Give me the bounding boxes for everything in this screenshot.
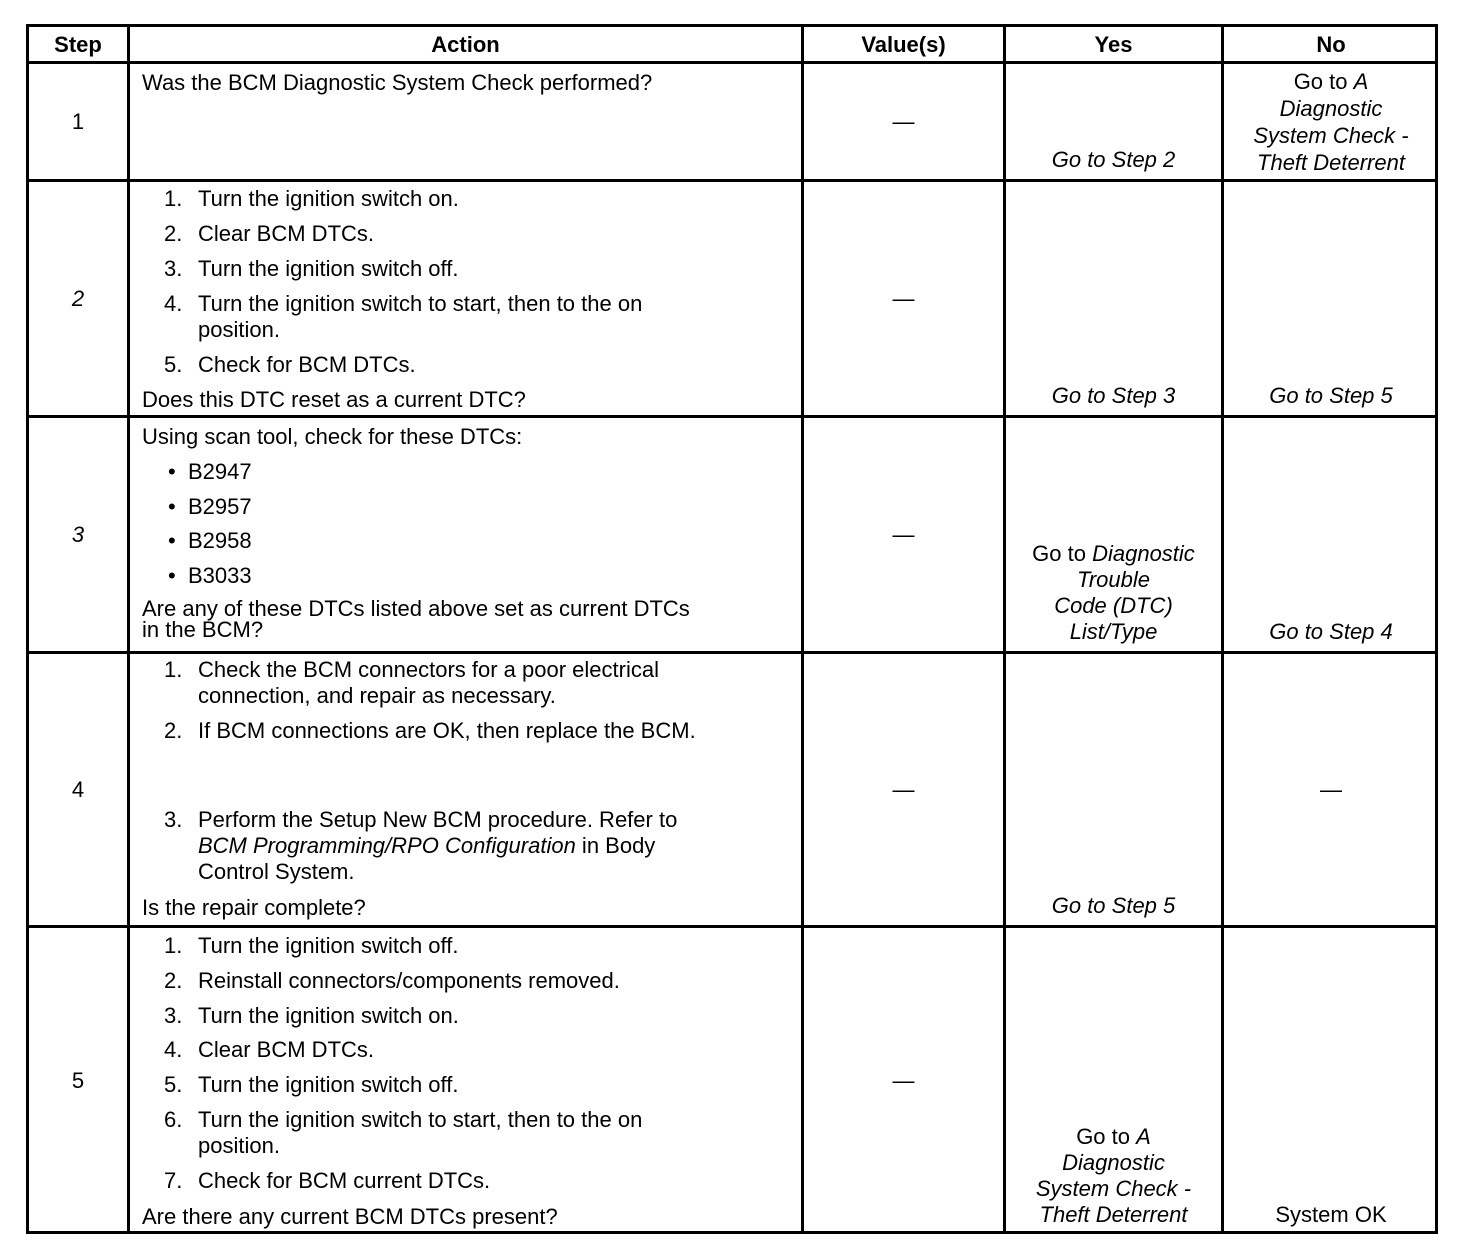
list-item: Clear BCM DTCs.	[198, 221, 375, 246]
intro-text: Using scan tool, check for these DTCs:	[142, 424, 523, 449]
yes-link-line	[1032, 541, 1195, 567]
list-number: 5.	[164, 1072, 183, 1097]
no-prefix: Go to	[1293, 69, 1354, 94]
list-item: connection, and repair as necessary.	[198, 683, 556, 708]
list-number: 7.	[164, 1168, 183, 1193]
list-item: Check for BCM current DTCs.	[198, 1168, 491, 1193]
dtc-code: B2957	[188, 494, 252, 519]
dtc-code: B3033	[188, 563, 252, 588]
bullet: •	[168, 494, 176, 519]
list-number: 2.	[164, 221, 183, 246]
list-item: position.	[198, 1133, 280, 1158]
action-cell	[130, 654, 801, 925]
yes-link-part: List/Type	[1069, 619, 1158, 644]
list-number: 3.	[164, 1003, 183, 1028]
list-item: If BCM connections are OK, then replace the BCM.	[198, 718, 696, 743]
step-number: 4	[71, 776, 85, 802]
dtc-code: B2958	[188, 528, 252, 553]
list-number: 5.	[164, 352, 183, 377]
list-number: 3.	[164, 807, 183, 832]
list-number: 4.	[164, 291, 183, 316]
value-cell: —	[892, 776, 915, 802]
list-number: 2.	[164, 968, 183, 993]
list-item: Reinstall connectors/components removed.	[198, 968, 620, 993]
list-item: in Body	[575, 833, 656, 858]
reference-link[interactable]: BCM Programming/RPO Configuration	[198, 833, 576, 858]
list-item: Turn the ignition switch on.	[198, 1003, 459, 1028]
list-number: 1.	[164, 657, 183, 682]
question-text: in the BCM?	[142, 617, 264, 642]
action-cell	[130, 64, 801, 179]
step-number: 5	[71, 1068, 85, 1093]
no-cell[interactable]: System OK	[1275, 1202, 1387, 1227]
no-link-part: A	[1353, 69, 1369, 94]
list-item: position.	[198, 317, 280, 342]
yes-cell[interactable]	[1006, 418, 1221, 651]
list-item: Perform the Setup New BCM procedure. Refer to	[198, 807, 678, 832]
step-number: 3	[71, 521, 85, 547]
value-cell: —	[892, 521, 915, 547]
yes-cell[interactable]: Go to Step 2	[1051, 147, 1176, 172]
yes-cell[interactable]	[1006, 928, 1221, 1234]
step-number: 2	[71, 285, 85, 311]
action-cell	[130, 418, 801, 651]
list-number: 3.	[164, 256, 183, 281]
yes-prefix: Go to	[1076, 1124, 1137, 1149]
bullet: •	[168, 563, 176, 588]
bullet: •	[168, 459, 176, 484]
header-no: No	[1316, 31, 1346, 57]
yes-cell[interactable]: Go to Step 3	[1051, 383, 1176, 408]
dtc-code: B2947	[188, 459, 252, 484]
step-number: 1	[71, 108, 85, 134]
yes-link-part: System Check -	[1035, 1176, 1192, 1201]
list-number: 6.	[164, 1107, 183, 1132]
list-item: Turn the ignition switch on.	[198, 186, 459, 211]
no-cell[interactable]: Go to Step 5	[1269, 383, 1393, 408]
yes-link-part: Diagnostic	[1062, 1150, 1165, 1175]
no-link-part: Diagnostic	[1279, 96, 1383, 121]
question-text: Is the repair complete?	[142, 895, 366, 920]
question-text: Does this DTC reset as a current DTC?	[142, 387, 526, 412]
list-item: Turn the ignition switch to start, then to the on	[198, 1107, 643, 1132]
yes-link-part: Theft Deterrent	[1039, 1202, 1188, 1227]
header-step: Step	[54, 31, 102, 57]
list-item: Check for BCM DTCs.	[198, 352, 416, 377]
yes-link-part: A	[1136, 1124, 1151, 1149]
list-number: 1.	[164, 186, 183, 211]
no-cell[interactable]: Go to Step 4	[1269, 619, 1393, 644]
header-values: Value(s)	[861, 31, 946, 57]
question-text: Are there any current BCM DTCs present?	[142, 1204, 558, 1229]
list-number: 1.	[164, 933, 183, 958]
value-cell: —	[892, 1068, 915, 1093]
no-cell[interactable]	[1224, 64, 1438, 179]
action-cell	[130, 182, 801, 415]
list-number: 4.	[164, 1037, 183, 1062]
list-item: Turn the ignition switch to start, then to the on	[198, 291, 643, 316]
list-item: Turn the ignition switch off.	[198, 256, 459, 281]
no-link-part: System Check -	[1253, 123, 1409, 148]
bullet: •	[168, 528, 176, 553]
no-cell: —	[1320, 776, 1342, 802]
question-text: Are any of these DTCs listed above set as current DTCs	[142, 596, 690, 621]
diagnostic-table	[26, 24, 1438, 1234]
list-item: Turn the ignition switch off.	[198, 1072, 459, 1097]
yes-link-line	[1076, 1124, 1151, 1150]
no-link-part: Theft Deterrent	[1257, 150, 1405, 175]
action-cell	[130, 928, 801, 1234]
list-number: 2.	[164, 718, 183, 743]
list-item: Control System.	[198, 859, 355, 884]
header-yes: Yes	[1094, 31, 1133, 57]
list-item: Check the BCM connectors for a poor electrical	[198, 657, 659, 682]
list-item: Clear BCM DTCs.	[198, 1037, 375, 1062]
header-action: Action	[431, 31, 500, 57]
value-cell: —	[892, 108, 915, 134]
no-link-line	[1294, 68, 1369, 95]
yes-link-part: Diagnostic	[1092, 541, 1195, 566]
question-text: Was the BCM Diagnostic System Check performed?	[142, 70, 653, 95]
list-item: Turn the ignition switch off.	[198, 933, 459, 958]
yes-cell[interactable]: Go to Step 5	[1051, 893, 1176, 918]
yes-link-part: Trouble	[1077, 567, 1150, 592]
yes-prefix: Go to	[1032, 541, 1093, 566]
value-cell: —	[892, 285, 915, 311]
yes-link-part: Code (DTC)	[1054, 593, 1173, 618]
